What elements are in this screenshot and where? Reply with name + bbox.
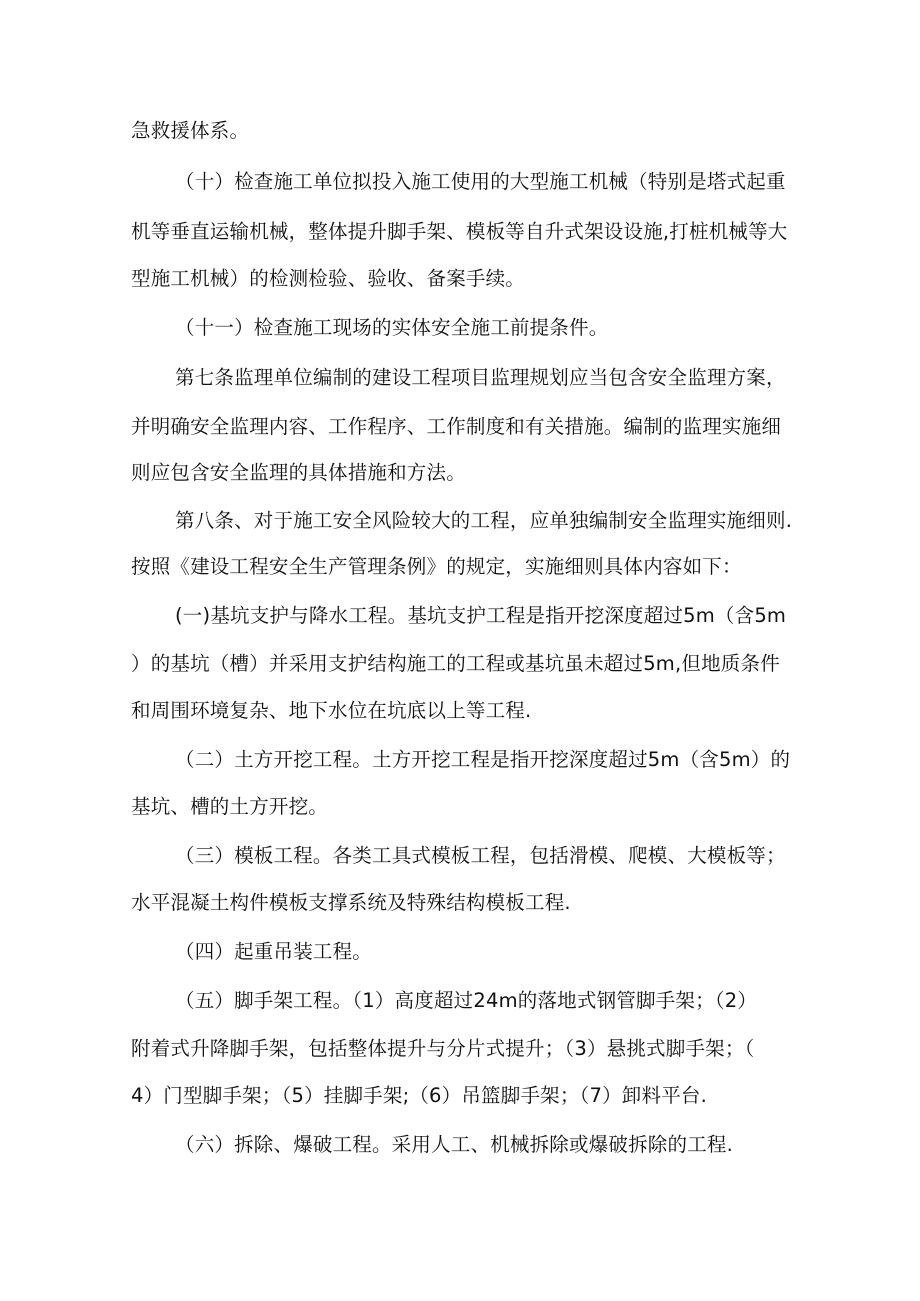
body-text-line: （二）土方开挖工程。土方开挖工程是指开挖深度超过5m（含5m）的: [175, 748, 791, 771]
body-text-line: 第八条、对于施工安全风险较大的工程，应单独编制安全监理实施细则.: [175, 509, 793, 532]
body-text-line: 并明确安全监理内容、工作程序、工作制度和有关措施。编制的监理实施细: [131, 415, 782, 438]
body-text-line: （十一）检查施工现场的实体安全施工前提条件。: [175, 316, 609, 339]
body-text-line: 和周围环境复杂、地下水位在坑底以上等工程.: [131, 699, 532, 722]
body-text-line: （五）脚手架工程。（1）高度超过24m的落地式钢管脚手架；（2）: [175, 989, 758, 1012]
body-text-line: 水平混凝土构件模板支撑系统及特殊结构模板工程.: [131, 891, 571, 914]
body-text-line: ）的基坑（槽）并采用支护结构施工的工程或基坑虽未超过5m,但地质条件: [131, 652, 780, 675]
body-text-line: （四）起重吊装工程。: [175, 940, 373, 963]
body-text-line: （十）检查施工单位拟投入施工使用的大型施工机械（特别是塔式起重: [175, 170, 786, 193]
body-text-line: (一)基坑支护与降水工程。基坑支护工程是指开挖深度超过5m（含5m: [175, 604, 787, 627]
body-text-line: 按照《建设工程安全生产管理条例》的规定，实施细则具体内容如下：: [131, 555, 742, 578]
body-text-line: 型施工机械）的检测检验、验收、备案手续。: [131, 267, 526, 290]
body-text-line: （三）模板工程。各类工具式模板工程，包括滑模、爬模、大模板等；: [175, 844, 786, 867]
body-text-line: 基坑、槽的土方开挖。: [131, 795, 329, 818]
body-text-line: （六）拆除、爆破工程。采用人工、机械拆除或爆破拆除的工程.: [175, 1133, 733, 1156]
body-text-line: 则应包含安全监理的具体措施和方法。: [131, 461, 466, 484]
body-text-line: 第七条监理单位编制的建设工程项目监理规划应当包含安全监理方案，: [175, 366, 786, 389]
body-text-line: 4）门型脚手架；（5）挂脚手架;（6）吊篮脚手架；（7）卸料平台.: [131, 1084, 707, 1107]
body-text-line: 机等垂直运输机械，整体提升脚手架、模板等自升式架设设施,打桩机械等大: [131, 220, 788, 243]
body-text-line: 附着式升降脚手架，包括整体提升与分片式提升；（3）悬挑式脚手架；（: [131, 1037, 755, 1060]
body-text-line: 急救援体系。: [131, 119, 250, 142]
